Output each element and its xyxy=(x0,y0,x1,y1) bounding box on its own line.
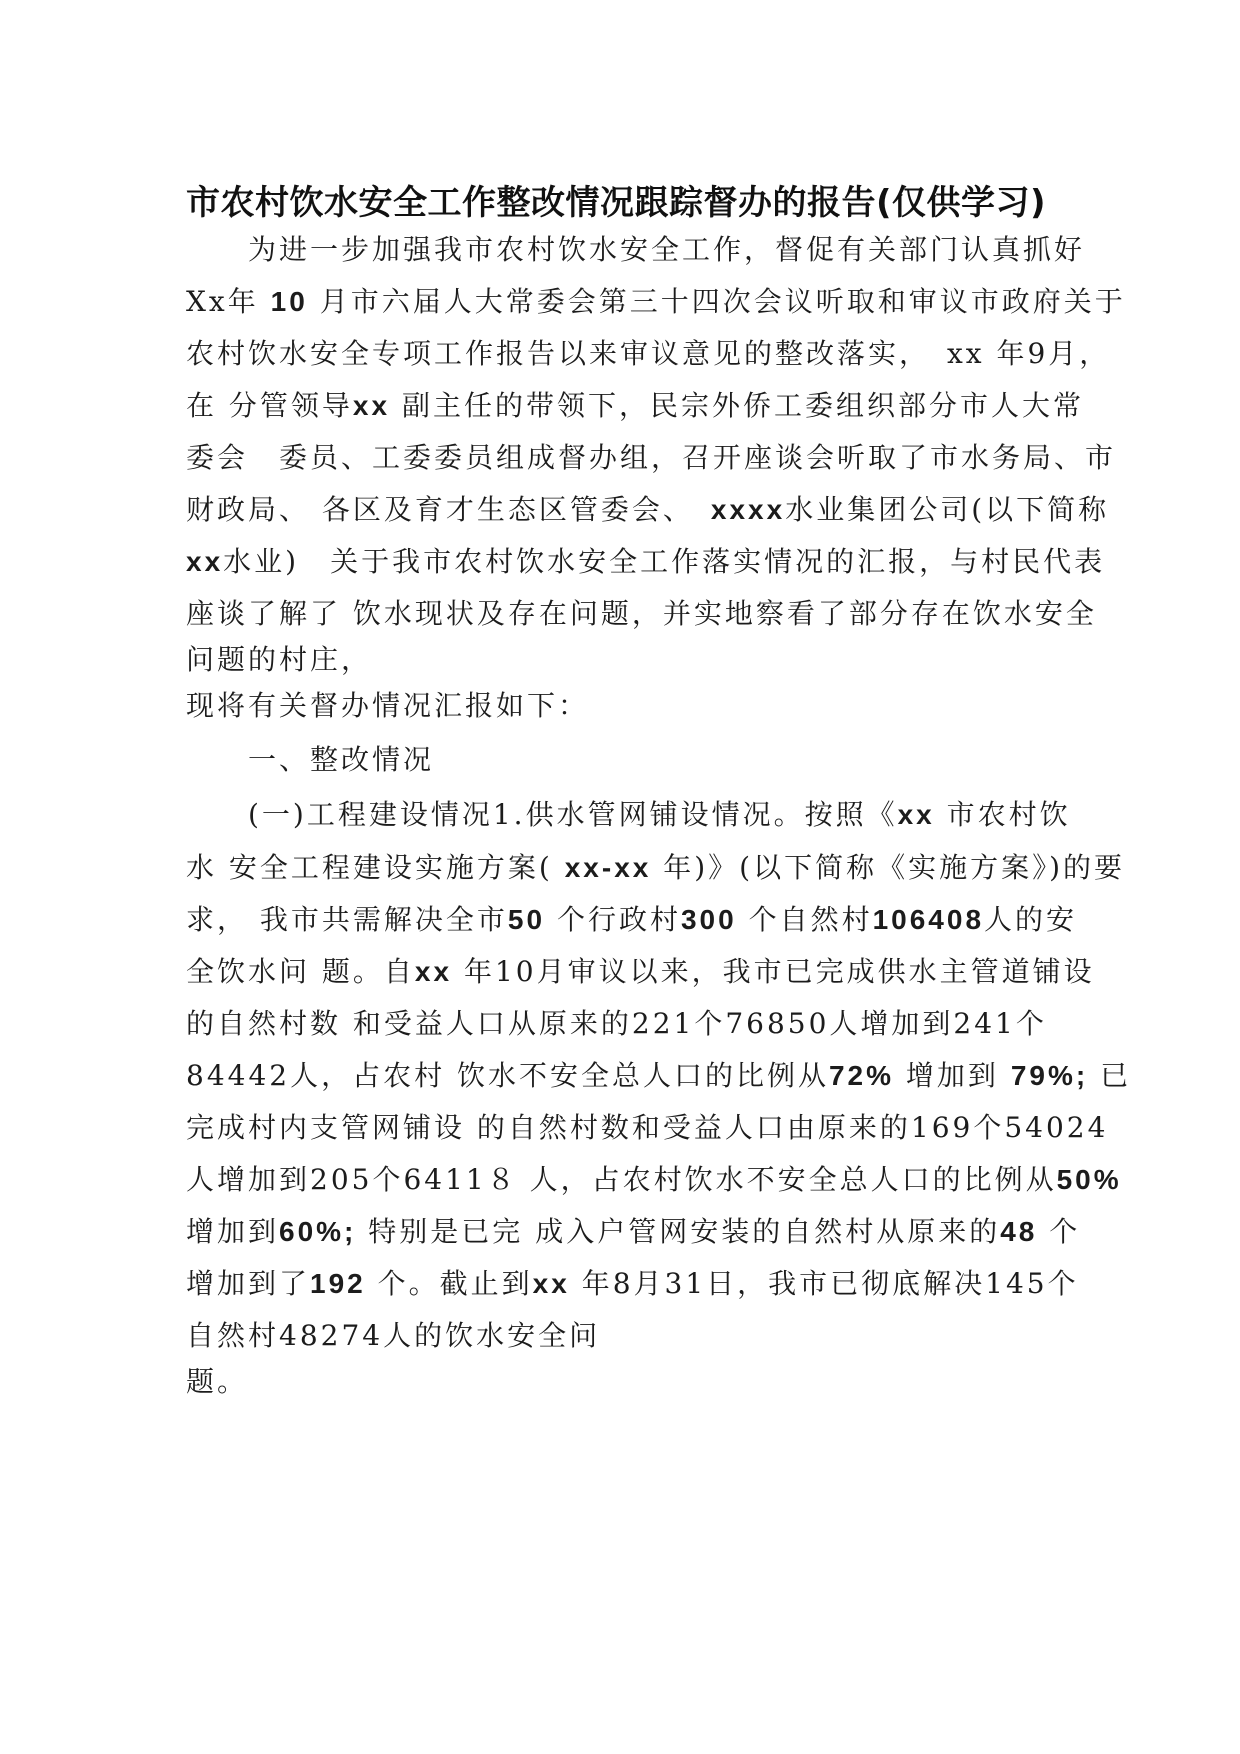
text-segment: 一、整改情况 xyxy=(186,743,435,776)
bold-text: 50% xyxy=(1056,1164,1122,1195)
text-line xyxy=(186,952,1095,992)
text-line xyxy=(186,1316,600,1356)
bold-text: 72% xyxy=(828,1060,895,1091)
text-line xyxy=(186,334,1110,374)
text-segment: 财政局、 各区及育才生态区管委会、 xyxy=(186,493,711,526)
text-line xyxy=(186,1004,1047,1044)
text-line xyxy=(186,1264,1079,1304)
text-segment: 问题的村庄， xyxy=(186,643,373,676)
text-line xyxy=(186,740,434,780)
bold-text: xx xyxy=(352,390,391,421)
text-segment: 增加到了 xyxy=(186,1267,311,1300)
bold-text: xxxx xyxy=(710,494,786,525)
text-segment: 人的安 xyxy=(984,903,1078,936)
bold-text: 50 xyxy=(507,904,546,935)
bold-text: xx xyxy=(532,1268,570,1299)
text-segment: 完成村内支管网铺设 的自然村数和受益人口由原来的169个54024 xyxy=(186,1111,1109,1144)
text-line xyxy=(186,795,1071,835)
text-line xyxy=(186,386,1084,426)
text-segment: 84442人，占农村 饮水不安全总人口的比例从 xyxy=(186,1059,829,1092)
text-line xyxy=(186,542,1105,582)
text-line xyxy=(186,282,1126,322)
text-segment: 个自然村 xyxy=(736,903,873,936)
bold-text: 10 xyxy=(270,286,308,317)
bold-text: 106408 xyxy=(872,904,985,935)
text-line xyxy=(186,594,1097,634)
text-line xyxy=(186,1056,1131,1096)
text-segment: 座谈了解了 饮水现状及存在问题，并实地察看了部分存在饮水安全 xyxy=(186,597,1097,630)
bold-text: 79%; xyxy=(1010,1060,1089,1091)
text-segment: 已 xyxy=(1088,1059,1132,1092)
text-segment: 水 安全工程建设实施方案( xyxy=(186,851,565,884)
text-line xyxy=(186,686,589,726)
text-segment: 个行政村 xyxy=(545,903,681,936)
text-segment: Xx年 xyxy=(186,285,271,318)
text-line xyxy=(186,848,1125,888)
text-line xyxy=(186,1212,1080,1252)
text-segment: 增加到 xyxy=(186,1215,280,1248)
text-segment: (一)工程建设情况1.供水管网铺设情况。按照《 xyxy=(186,798,898,831)
text-segment: 年8月31日，我市已彻底解决145个 xyxy=(569,1267,1079,1300)
bold-text: 192 xyxy=(310,1268,366,1299)
bold-text: xx xyxy=(897,799,935,830)
text-segment: 个 xyxy=(1037,1215,1081,1248)
text-line xyxy=(186,640,372,680)
text-segment: 农村饮水安全专项工作报告以来审议意见的整改落实， xx 年9月， xyxy=(186,337,1111,370)
text-line xyxy=(186,1160,1122,1200)
text-segment: 委会 委员、工委委员组成督办组，召开座谈会听取了市水务局、市 xyxy=(186,441,1117,474)
text-segment: 个。截止到 xyxy=(365,1267,533,1300)
bold-text: xx xyxy=(414,956,453,987)
text-segment: 现将有关督办情况汇报如下： xyxy=(186,689,590,722)
text-segment: 在 分管领导 xyxy=(186,389,353,422)
text-segment: 特别是已完 成入户管网安装的自然村从原来的 xyxy=(356,1215,1001,1248)
text-line xyxy=(186,1108,1108,1148)
text-segment: 全饮水问 题。自 xyxy=(186,955,415,988)
document-title: 市农村饮水安全工作整改情况跟踪督办的报告(仅供学习) xyxy=(186,183,1047,223)
text-line xyxy=(186,490,1109,530)
text-segment: 增加到 xyxy=(894,1059,1011,1092)
text-segment: 市农村饮 xyxy=(934,798,1071,831)
bold-text: xx xyxy=(186,546,224,577)
text-line xyxy=(186,1362,248,1402)
text-segment: 为进一步加强我市农村饮水安全工作，督促有关部门认真抓好 xyxy=(186,233,1086,266)
text-segment: 水业集团公司(以下简称 xyxy=(785,493,1110,526)
text-segment: 自然村48274人的饮水安全问 xyxy=(186,1319,601,1352)
text-segment: 题。 xyxy=(186,1365,249,1398)
bold-text: 300 xyxy=(680,904,737,935)
text-segment: 求， 我市共需解决全市 xyxy=(186,903,508,936)
text-line xyxy=(186,230,1085,270)
bold-text: xx-xx xyxy=(564,852,652,883)
text-segment: 年)》(以下简称《实施方案》)的要 xyxy=(651,851,1126,884)
text-segment: 月市六届人大常委会第三十四次会议听取和审议市政府关于 xyxy=(307,285,1126,318)
text-segment: 的自然村数 和受益人口从原来的221个76850人增加到241个 xyxy=(186,1007,1047,1040)
text-line xyxy=(186,900,1077,940)
text-line xyxy=(186,438,1116,478)
text-segment: 副主任的带领下，民宗外侨工委组织部分市人大常 xyxy=(390,389,1084,422)
text-segment: 水业) 关于我市农村饮水安全工作落实情况的汇报，与村民代表 xyxy=(223,545,1106,578)
bold-text: 48 xyxy=(1000,1216,1038,1247)
text-segment: 人增加到205个6411８ 人，占农村饮水不安全总人口的比例从 xyxy=(186,1163,1057,1196)
bold-text: 60%; xyxy=(279,1216,357,1247)
text-segment: 年10月审议以来，我市已完成供水主管道铺设 xyxy=(452,955,1095,988)
